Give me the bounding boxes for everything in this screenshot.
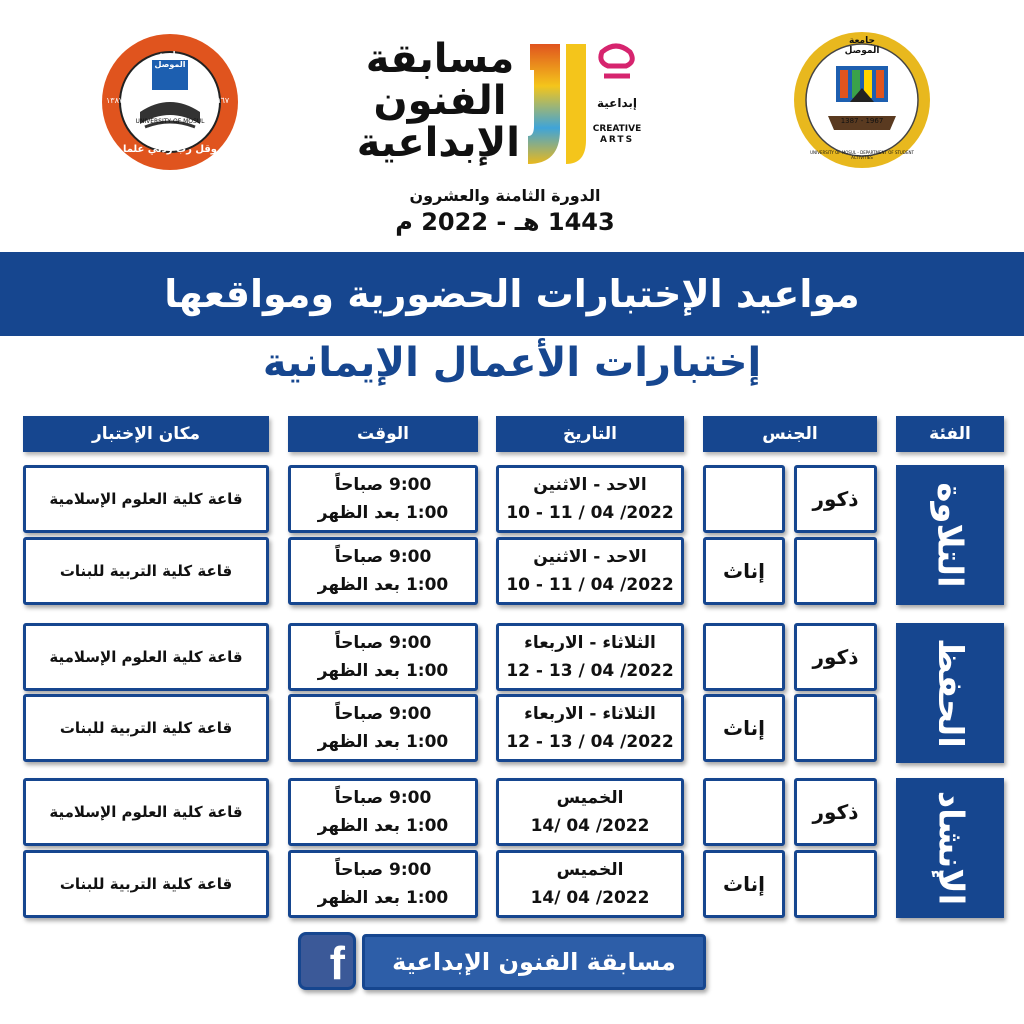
category-recitation-label: التلاوة xyxy=(929,482,970,588)
row-5-place xyxy=(23,778,269,846)
university-logo-motto: وقل رب زدني علما xyxy=(122,144,218,155)
time-end: 1:00 بعد الظهر xyxy=(317,503,449,523)
category-memorization xyxy=(896,623,1004,763)
time-end: 1:00 بعد الظهر xyxy=(317,732,449,752)
date-days: الخميس xyxy=(556,860,624,880)
session-years: 1443 هـ - 2022 م xyxy=(395,208,615,236)
row-5-gender-empty xyxy=(703,778,785,846)
row-1-gender xyxy=(794,465,877,533)
creative-arts-brand-en-2: ARTS xyxy=(599,135,635,145)
category-recitation xyxy=(896,465,1004,605)
row-5-date xyxy=(496,778,684,846)
row-6-time xyxy=(288,850,478,918)
row-6-gender xyxy=(703,850,785,918)
row-3-gender-empty xyxy=(703,623,785,691)
category-chanting xyxy=(896,778,1004,918)
row-3-time xyxy=(288,623,478,691)
time-start: 9:00 صباحاً xyxy=(334,633,432,653)
facebook-letter: f xyxy=(329,937,345,989)
place-text: قاعة كلية التربية للبنات xyxy=(59,719,233,737)
row-5-gender xyxy=(794,778,877,846)
header-category: الفئة xyxy=(896,416,1004,452)
row-4-date xyxy=(496,694,684,762)
row-4-place xyxy=(23,694,269,762)
row-2-date xyxy=(496,537,684,605)
gender-text: ذكور xyxy=(812,487,859,511)
date-value: 10 - 11 / 04 /2022 xyxy=(506,503,674,523)
university-logo-year-left: ١٣٨٧ xyxy=(106,96,124,105)
date-days: الاحد - الاثنين xyxy=(533,547,647,567)
place-text: قاعة كلية التربية للبنات xyxy=(59,562,233,580)
time-start: 9:00 صباحاً xyxy=(334,860,432,880)
gender-text: إناث xyxy=(723,872,765,896)
row-3-date xyxy=(496,623,684,691)
date-value: 12 - 13 / 04 /2022 xyxy=(506,732,674,752)
date-days: الثلاثاء - الاربعاء xyxy=(524,704,656,724)
subtitle: إختبارات الأعمال الإيمانية xyxy=(262,340,762,386)
row-2-time xyxy=(288,537,478,605)
gender-text: إناث xyxy=(723,716,765,740)
creative-arts-brand-en-1: CREATIVE xyxy=(592,124,642,134)
time-end: 1:00 بعد الظهر xyxy=(317,575,449,595)
time-end: 1:00 بعد الظهر xyxy=(317,816,449,836)
row-6-place xyxy=(23,850,269,918)
row-1-gender-empty xyxy=(703,465,785,533)
row-5-time xyxy=(288,778,478,846)
place-text: قاعة كلية العلوم الإسلامية xyxy=(49,648,243,666)
date-value: 14/ 04 /2022 xyxy=(530,816,650,836)
row-4-gender xyxy=(703,694,785,762)
place-text: قاعة كلية التربية للبنات xyxy=(59,875,233,893)
header-date: التاريخ xyxy=(496,416,684,452)
row-4-time xyxy=(288,694,478,762)
time-start: 9:00 صباحاً xyxy=(334,704,432,724)
category-memorization-label: الحفظ xyxy=(930,638,970,748)
gender-text: ذكور xyxy=(812,800,859,824)
place-text: قاعة كلية العلوم الإسلامية xyxy=(49,803,243,821)
date-value: 10 - 11 / 04 /2022 xyxy=(506,575,674,595)
row-3-gender xyxy=(794,623,877,691)
banner-title: مواعيد الإختبارات الحضورية ومواقعها xyxy=(164,272,860,316)
row-2-gender xyxy=(703,537,785,605)
row-1-place xyxy=(23,465,269,533)
competition-title-line-3: الإبداعية xyxy=(356,120,520,166)
date-value: 14/ 04 /2022 xyxy=(530,888,650,908)
schedule-banner xyxy=(0,252,1024,336)
student-activities-logo-top: جامعة الموصل xyxy=(844,36,880,56)
competition-title-line-1: مسابقة xyxy=(365,36,515,82)
date-days: الاحد - الاثنين xyxy=(533,475,647,495)
time-start: 9:00 صباحاً xyxy=(334,788,432,808)
university-logo-year-right: ١٩٦٧ xyxy=(212,96,230,105)
row-2-gender-empty xyxy=(794,537,877,605)
time-start: 9:00 صباحاً xyxy=(334,547,432,567)
student-activities-logo-band: قسم النشاطات الطلابية xyxy=(831,129,893,147)
row-1-time xyxy=(288,465,478,533)
creative-arts-mark xyxy=(596,42,638,92)
time-end: 1:00 بعد الظهر xyxy=(317,888,449,908)
time-start: 9:00 صباحاً xyxy=(334,475,432,495)
competition-title xyxy=(356,36,520,166)
row-2-place xyxy=(23,537,269,605)
gender-text: ذكور xyxy=(812,645,859,669)
date-days: الثلاثاء - الاربعاء xyxy=(524,633,656,653)
competition-title-line-2: الفنون xyxy=(373,78,507,124)
facebook-page-button[interactable] xyxy=(362,934,706,990)
time-end: 1:00 بعد الظهر xyxy=(317,661,449,681)
row-3-place xyxy=(23,623,269,691)
category-chanting-label: الإنشاد xyxy=(930,790,970,906)
creative-arts-brand-ar: إبداعية xyxy=(596,96,638,110)
header-time: الوقت xyxy=(288,416,478,452)
header-gender: الجنس xyxy=(703,416,877,452)
date-value: 12 - 13 / 04 /2022 xyxy=(506,661,674,681)
gender-text: إناث xyxy=(723,559,765,583)
facebook-icon[interactable] xyxy=(298,932,356,990)
university-logo-en: UNIVERSITY OF MOSUL xyxy=(135,118,205,125)
place-text: قاعة كلية العلوم الإسلامية xyxy=(49,490,243,508)
facebook-page-name: مسابقة الفنون الإبداعية xyxy=(392,948,676,976)
student-activities-logo-years: 1387 - 1967 xyxy=(840,117,884,125)
row-6-gender-empty xyxy=(794,850,877,918)
university-logo-name: جامعة الموصل xyxy=(154,50,186,69)
header-place: مكان الإختبار xyxy=(23,416,269,452)
session-label: الدورة الثامنة والعشرون xyxy=(409,186,601,205)
creative-arts-emblem xyxy=(520,40,590,170)
date-days: الخميس xyxy=(556,788,624,808)
student-activities-logo-en: UNIVERSITY OF MOSUL - DEPARTMENT OF STUDENT ACTIVITIES xyxy=(810,150,914,160)
row-4-gender-empty xyxy=(794,694,877,762)
row-1-date xyxy=(496,465,684,533)
row-6-date xyxy=(496,850,684,918)
